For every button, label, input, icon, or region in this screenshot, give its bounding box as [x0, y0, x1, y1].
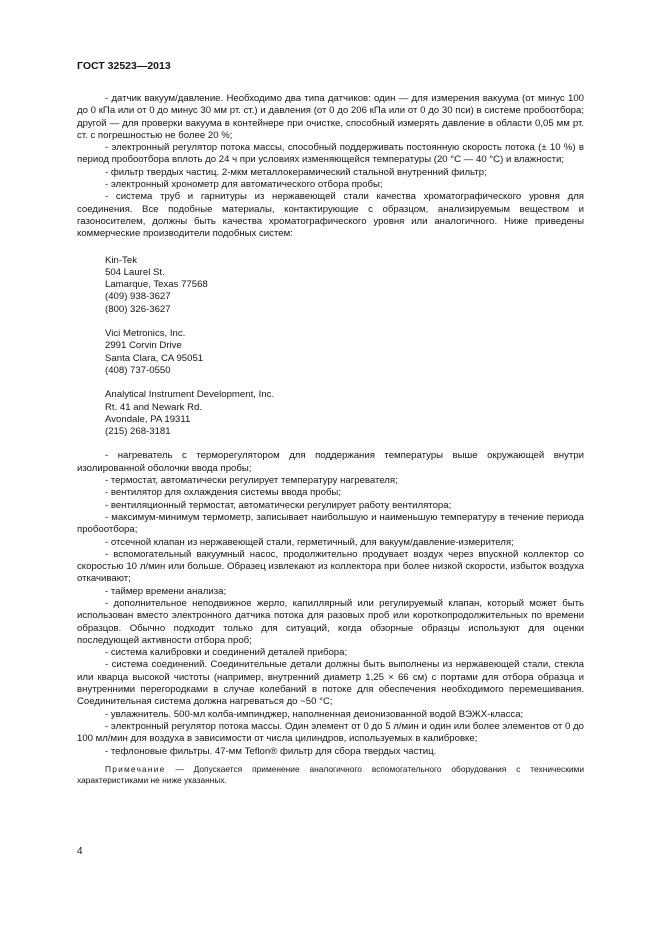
address-line: (800) 326-3627 — [105, 303, 171, 315]
list-item: - система соединений. Соединительные детали должны быть выполнены из нержавеющей стали, стекла или кварца высокой чистоты (например, внутренний диаметр 1,25 × 66 см) с портами для отбора образца и внутренними перегородками в случае колебаний в потоке для обеспечения необходимого перемешивания. Соединительная система должна нагреваться до ~50 °С; — [77, 659, 584, 708]
list-item: - фильтр твердых частиц. 2-мкм металлокерамический стальной внутренний фильтр; — [105, 166, 487, 178]
address-line: 2991 Corvin Drive — [105, 340, 182, 352]
list-item: - вентилятор для охлаждения системы ввода пробы; — [105, 487, 341, 499]
items-bottom — [77, 450, 584, 757]
list-item: - датчик вакуум/давление. Необходимо два типа датчиков: один — для измерения вакуума (от минус 100 до 0 кПа или от 0 до минус 30 мм рт. ст.) и давления (от 0 до 206 кПа или от 0 до 30 пси) в системе пробоотбора; другой — для проверки вакуума в контейнере при очистке, способный измерять давление в области 0,05 мм рт. ст. с погрешностью не более 20 %; — [77, 93, 584, 141]
list-item: - дополнительное неподвижное жерло, капиллярный или регулируемый клапан, который может быть использован вместо электронного датчика потока для разовых проб или короткопродолжительных по времени образцов. Обычно подходит только для ситуаций, когда обзорные образцы используют для оценки последующей активности отбора проб; — [77, 597, 584, 646]
address-line: Lamarque, Texas 77568 — [105, 279, 208, 291]
note-text: — Допускается применение аналогичного вспомогательного оборудования с техническими характеристиками не ниже указанных. — [77, 763, 584, 785]
list-item: - электронный регулятор потока массы, способный поддерживать постоянную скорость потока (± 10 %) в период пробоотбора вплоть до 24 ч при условиях изменяющейся температуры (20 °С — 40 °С) и влажности; — [77, 142, 584, 166]
address-block-aid — [105, 389, 584, 438]
document-body — [77, 93, 584, 794]
manufacturer-addresses — [105, 255, 584, 439]
address-line: (409) 938-3627 — [105, 291, 171, 303]
address-line: Vici Metronics, Inc. — [105, 328, 186, 340]
list-item: - термостат, автоматически регулирует температуру нагревателя; — [105, 475, 398, 487]
list-item: - тефлоновые фильтры. 47-мм Teflon® фильтр для сбора твердых частиц. — [105, 745, 437, 757]
address-block-kintek — [105, 255, 584, 316]
address-line: (408) 737-0550 — [105, 364, 171, 376]
list-item: - максимум-минимум термометр, записывает наибольшую и наименьшую температуру в течение периода пробоотбора; — [77, 511, 584, 536]
document-header: ГОСТ 32523—2013 — [77, 60, 171, 72]
address-line: 504 Laurel St. — [105, 266, 165, 278]
list-item: - нагреватель с терморегулятором для поддержания температуры выше окружающей внутри изолированной оболочки ввода пробы; — [77, 450, 584, 474]
list-item: - система калибровки и соединений деталей прибора; — [105, 647, 348, 659]
list-item: - система труб и гарнитуры из нержавеющей стали качества хроматографического уровня для соединения. Все подобные материалы, контактирующие с образцом, анализируемым веществом и газоносителем, должны быть качества хроматографического уровня или аналогичного. Ниже приведены коммерческие производители подобных систем: — [77, 191, 584, 240]
list-item: - отсечной клапан из нержавеющей стали, герметичный, для вакуум/давление-измерителя; — [105, 536, 514, 548]
list-item: - вспомогательный вакуумный насос, продолжительно продувает воздух через впускной коллектор со скоростью 10 л/мин или больше. Образец извлекают из коллектора при более низкой скорости, избыток воздуха откачивают; — [77, 548, 584, 585]
list-item: - увлажнитель. 500-мл колба-импинджер, наполненная деионизованной водой ВЭЖХ-класса; — [105, 708, 524, 720]
address-block-vici — [105, 328, 584, 377]
list-item: - таймер времени анализа; — [105, 585, 227, 597]
page-number: 4 — [77, 846, 83, 857]
list-item: - электронный хронометр для автоматического отбора пробы; — [105, 179, 383, 191]
note — [77, 764, 584, 786]
list-item: - электронный регулятор потока массы. Один элемент от 0 до 5 л/мин и один или более элементов от 0 до 100 мл/мин для воздуха в зависимости от числа цилиндров, используемых в калибровке; — [77, 720, 584, 745]
address-line: Analytical Instrument Development, Inc. — [105, 389, 275, 401]
items-top — [77, 93, 584, 241]
address-line: (215) 268-3181 — [105, 426, 171, 438]
address-line: Avondale, PA 19311 — [105, 413, 191, 425]
list-item: - вентиляционный термостат, автоматически регулирует работу вентилятора; — [105, 499, 452, 511]
address-line: Kin-Tek — [105, 254, 137, 266]
address-line: Rt. 41 and Newark Rd. — [105, 401, 203, 413]
address-line: Santa Clara, CA 95051 — [105, 352, 204, 364]
note-lead: Примечание — [105, 763, 166, 774]
